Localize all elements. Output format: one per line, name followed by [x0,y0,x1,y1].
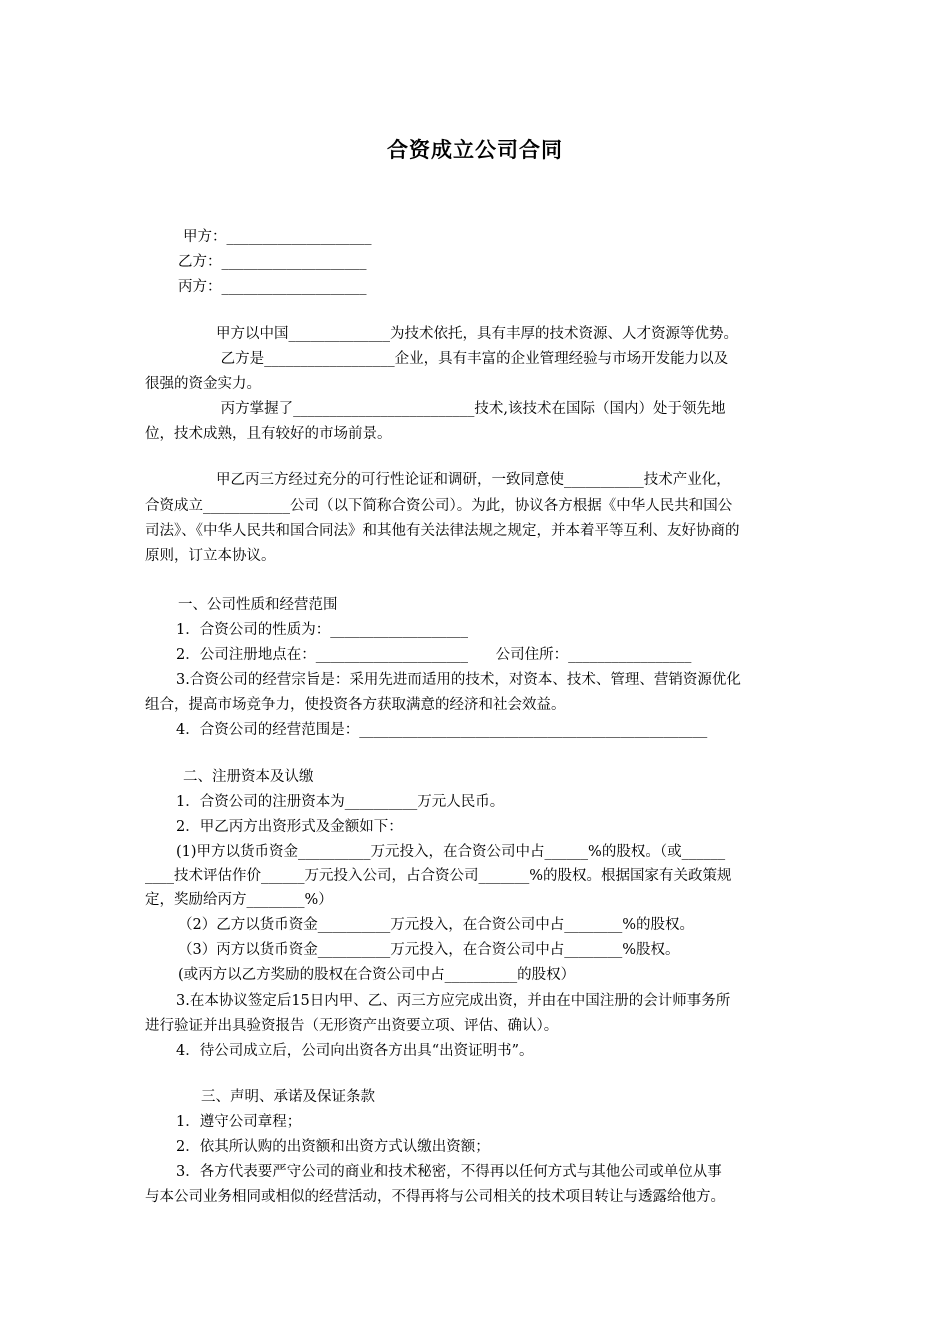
section-1-item-1: 1．合资公司的性质为：___________________ [176,622,468,638]
intro-paragraph-1: 甲方以中国______________为技术依托，具有丰厚的技术资源、人才资源等优势。 [216,326,738,342]
section-2-sub-1-line-1: (1)甲方以货币资金__________万元投入，在合资公司中占______%的股权。（或______ [176,844,726,860]
section-3-heading: 三、声明、承诺及保证条款 [201,1089,375,1105]
party-a-line: 甲方：____________________ [183,229,372,245]
section-3-item-1: 1．遵守公司章程； [176,1114,302,1130]
intro-paragraph-3-line-1: 丙方掌握了_________________________技术,该技术在国际（国内）处于领先地 [216,401,726,417]
page-title: 合资成立公司合同 [387,138,563,162]
section-2-sub-3: （3）丙方以货币资金__________万元投入，在合资公司中占________%股权。 [178,942,680,958]
section-1-item-3-line-1: 3.合资公司的经营宗旨是：采用先进而适用的技术，对资本、技术、管理、营销资源优化 [176,672,741,688]
section-1-heading: 一、公司性质和经营范围 [178,597,338,613]
intro-paragraph-2-line-2: 很强的资金实力。 [145,376,261,392]
intro-paragraph-2-line-1: 乙方是__________________企业，具有丰富的企业管理经验与市场开发能力以及 [216,351,729,367]
section-1-item-3-line-2: 组合，提高市场竞争力，使投资各方获取满意的经济和社会效益。 [145,697,566,713]
party-b-line: 乙方：____________________ [178,254,367,270]
section-2-item-2: 2．甲乙丙方出资形式及金额如下： [176,819,403,835]
section-2-sub-4: (或丙方以乙方奖励的股权在合资公司中占__________的股权） [178,967,576,983]
section-2-sub-1-line-2: ____技术评估作价______万元投入公司，占合资公司_______%的股权。根据国家有关政策规 [145,868,732,884]
section-2-item-4: 4．待公司成立后，公司向出资各方出具“出资证明书”。 [176,1043,534,1059]
party-c-line: 丙方：____________________ [178,279,367,295]
section-2-sub-1-line-3: 定，奖励给丙方________%） [145,892,333,908]
section-1-item-4: 4．合资公司的经营范围是：________________________________________________ [176,722,708,738]
section-1-item-2: 2．公司注册地点在：_____________________ 公司住所：_________________ [176,647,692,663]
intro-paragraph-4-line-1: 甲乙丙三方经过充分的可行性论证和调研，一致同意使___________技术产业化， [216,472,731,488]
section-3-item-3-line-1: 3．各方代表要严守公司的商业和技术秘密，不得再以任何方式与其他公司或单位从事 [176,1164,722,1180]
intro-paragraph-4-line-2: 合资成立____________公司（以下简称合资公司）。为此，协议各方根据《中华人民共和国公 [145,498,733,514]
intro-paragraph-4-line-3: 司法》、《中华人民共和国合同法》和其他有关法律法规之规定，并本着平等互利、友好协商的 [145,523,740,539]
section-2-sub-2: （2）乙方以货币资金__________万元投入，在合资公司中占________%的股权。 [178,917,695,933]
section-3-item-3-line-2: 与本公司业务相同或相似的经营活动，不得再将与公司相关的技术项目转让与透露给他方。 [145,1189,725,1205]
intro-paragraph-3-line-2: 位，技术成熟，且有较好的市场前景。 [145,426,392,442]
section-2-item-3-line-1: 3.在本协议签定后15日内甲、乙、丙三方应完成出资，并由在中国注册的会计师事务所 [176,993,731,1009]
section-3-item-2: 2．依其所认购的出资额和出资方式认缴出资额； [176,1139,490,1155]
intro-paragraph-4-line-4: 原则，订立本协议。 [145,548,276,564]
section-2-heading: 二、注册资本及认缴 [183,769,314,785]
section-2-item-1: 1．合资公司的注册资本为__________万元人民币。 [176,794,505,810]
section-2-item-3-line-2: 进行验证并出具验资报告（无形资产出资要立项、评估、确认）。 [145,1018,559,1034]
